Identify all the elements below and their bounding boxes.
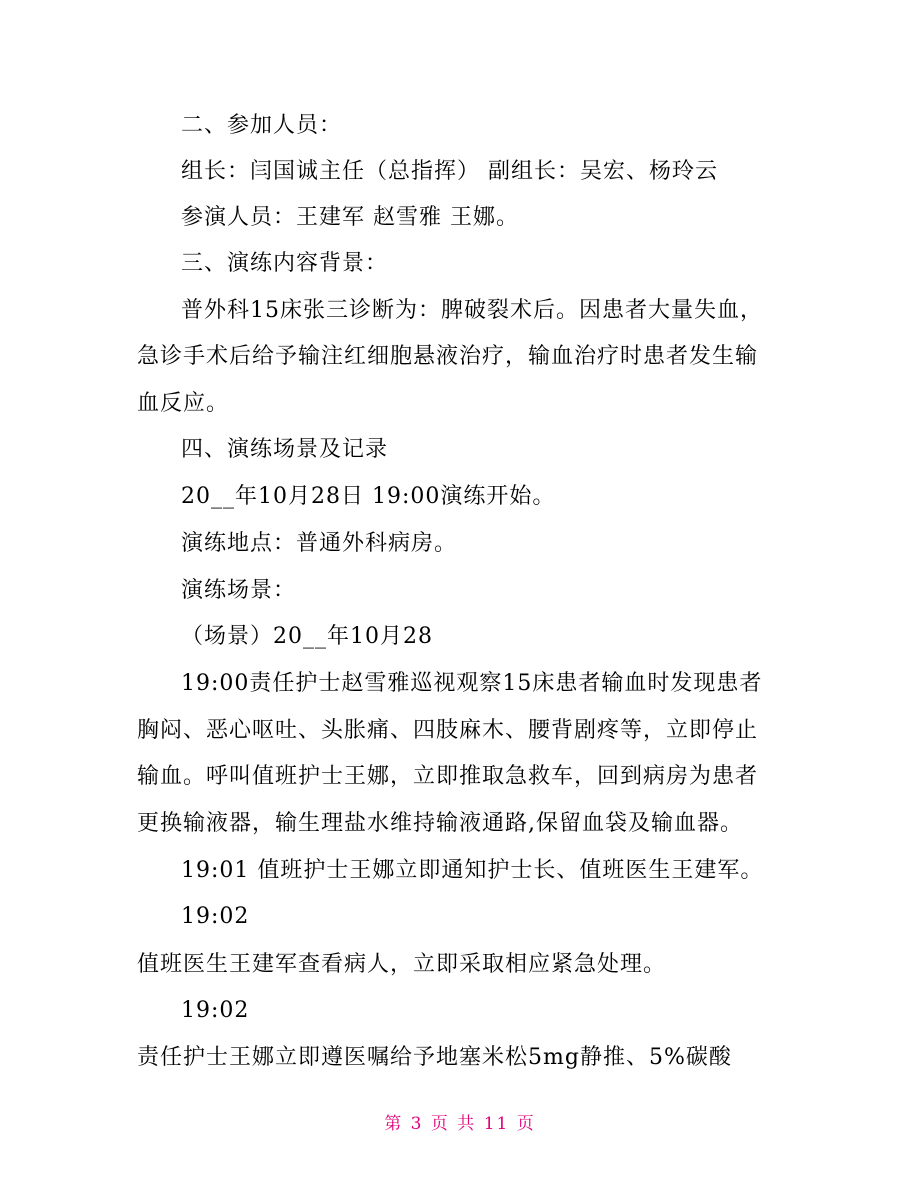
paragraph-line: 组长：闫国诚主任（总指挥） 副组长：吴宏、杨玲云 bbox=[181, 159, 718, 184]
paragraph-line: 急诊手术后给予输注红细胞悬液治疗，输血治疗时患者发生输 bbox=[137, 344, 759, 369]
section-heading-scenes: 四、演练场景及记录 bbox=[181, 437, 389, 462]
section-heading-background: 三、演练内容背景： bbox=[181, 251, 389, 276]
paragraph-line: 责任护士王娜立即遵医嘱给予地塞米松5mg静推、5%碳酸 bbox=[137, 1045, 732, 1070]
paragraph-line: 演练地点：普通外科病房。 bbox=[181, 531, 458, 556]
paragraph-line: 演练场景： bbox=[181, 578, 297, 603]
paragraph-line: 19:02 bbox=[181, 904, 250, 929]
paragraph-line: 血反应。 bbox=[137, 391, 230, 416]
paragraph-line: 19:01 值班护士王娜立即通知护士长、值班医生王建军。 bbox=[181, 858, 764, 883]
paragraph-line: 胸闷、恶心呕吐、头胀痛、四肢麻木、腰背剧疼等，立即停止 bbox=[137, 718, 759, 743]
paragraph-line: 19:00责任护士赵雪雅巡视观察15床患者输血时发现患者 bbox=[181, 671, 763, 696]
paragraph-line: 20__年10月28日 19:00演练开始。 bbox=[181, 484, 556, 509]
section-heading-participants: 二、参加人员： bbox=[181, 113, 343, 138]
paragraph-line: 更换输液器，输生理盐水维持输液通路,保留血袋及输血器。 bbox=[137, 811, 743, 836]
paragraph-line: （场景）20__年10月28 bbox=[181, 624, 433, 649]
paragraph-line: 普外科15床张三诊断为：脾破裂术后。因患者大量失血， bbox=[181, 298, 763, 323]
paragraph-line: 参演人员：王建军 赵雪雅 王娜。 bbox=[181, 205, 519, 230]
paragraph-line: 值班医生王建军查看病人，立即采取相应紧急处理。 bbox=[137, 952, 667, 977]
page-number-footer: 第 3 页 共 11 页 bbox=[384, 1114, 536, 1134]
paragraph-line: 输血。呼叫值班护士王娜，立即推取急救车，回到病房为患者 bbox=[137, 764, 759, 789]
paragraph-line: 19:02 bbox=[181, 998, 250, 1023]
